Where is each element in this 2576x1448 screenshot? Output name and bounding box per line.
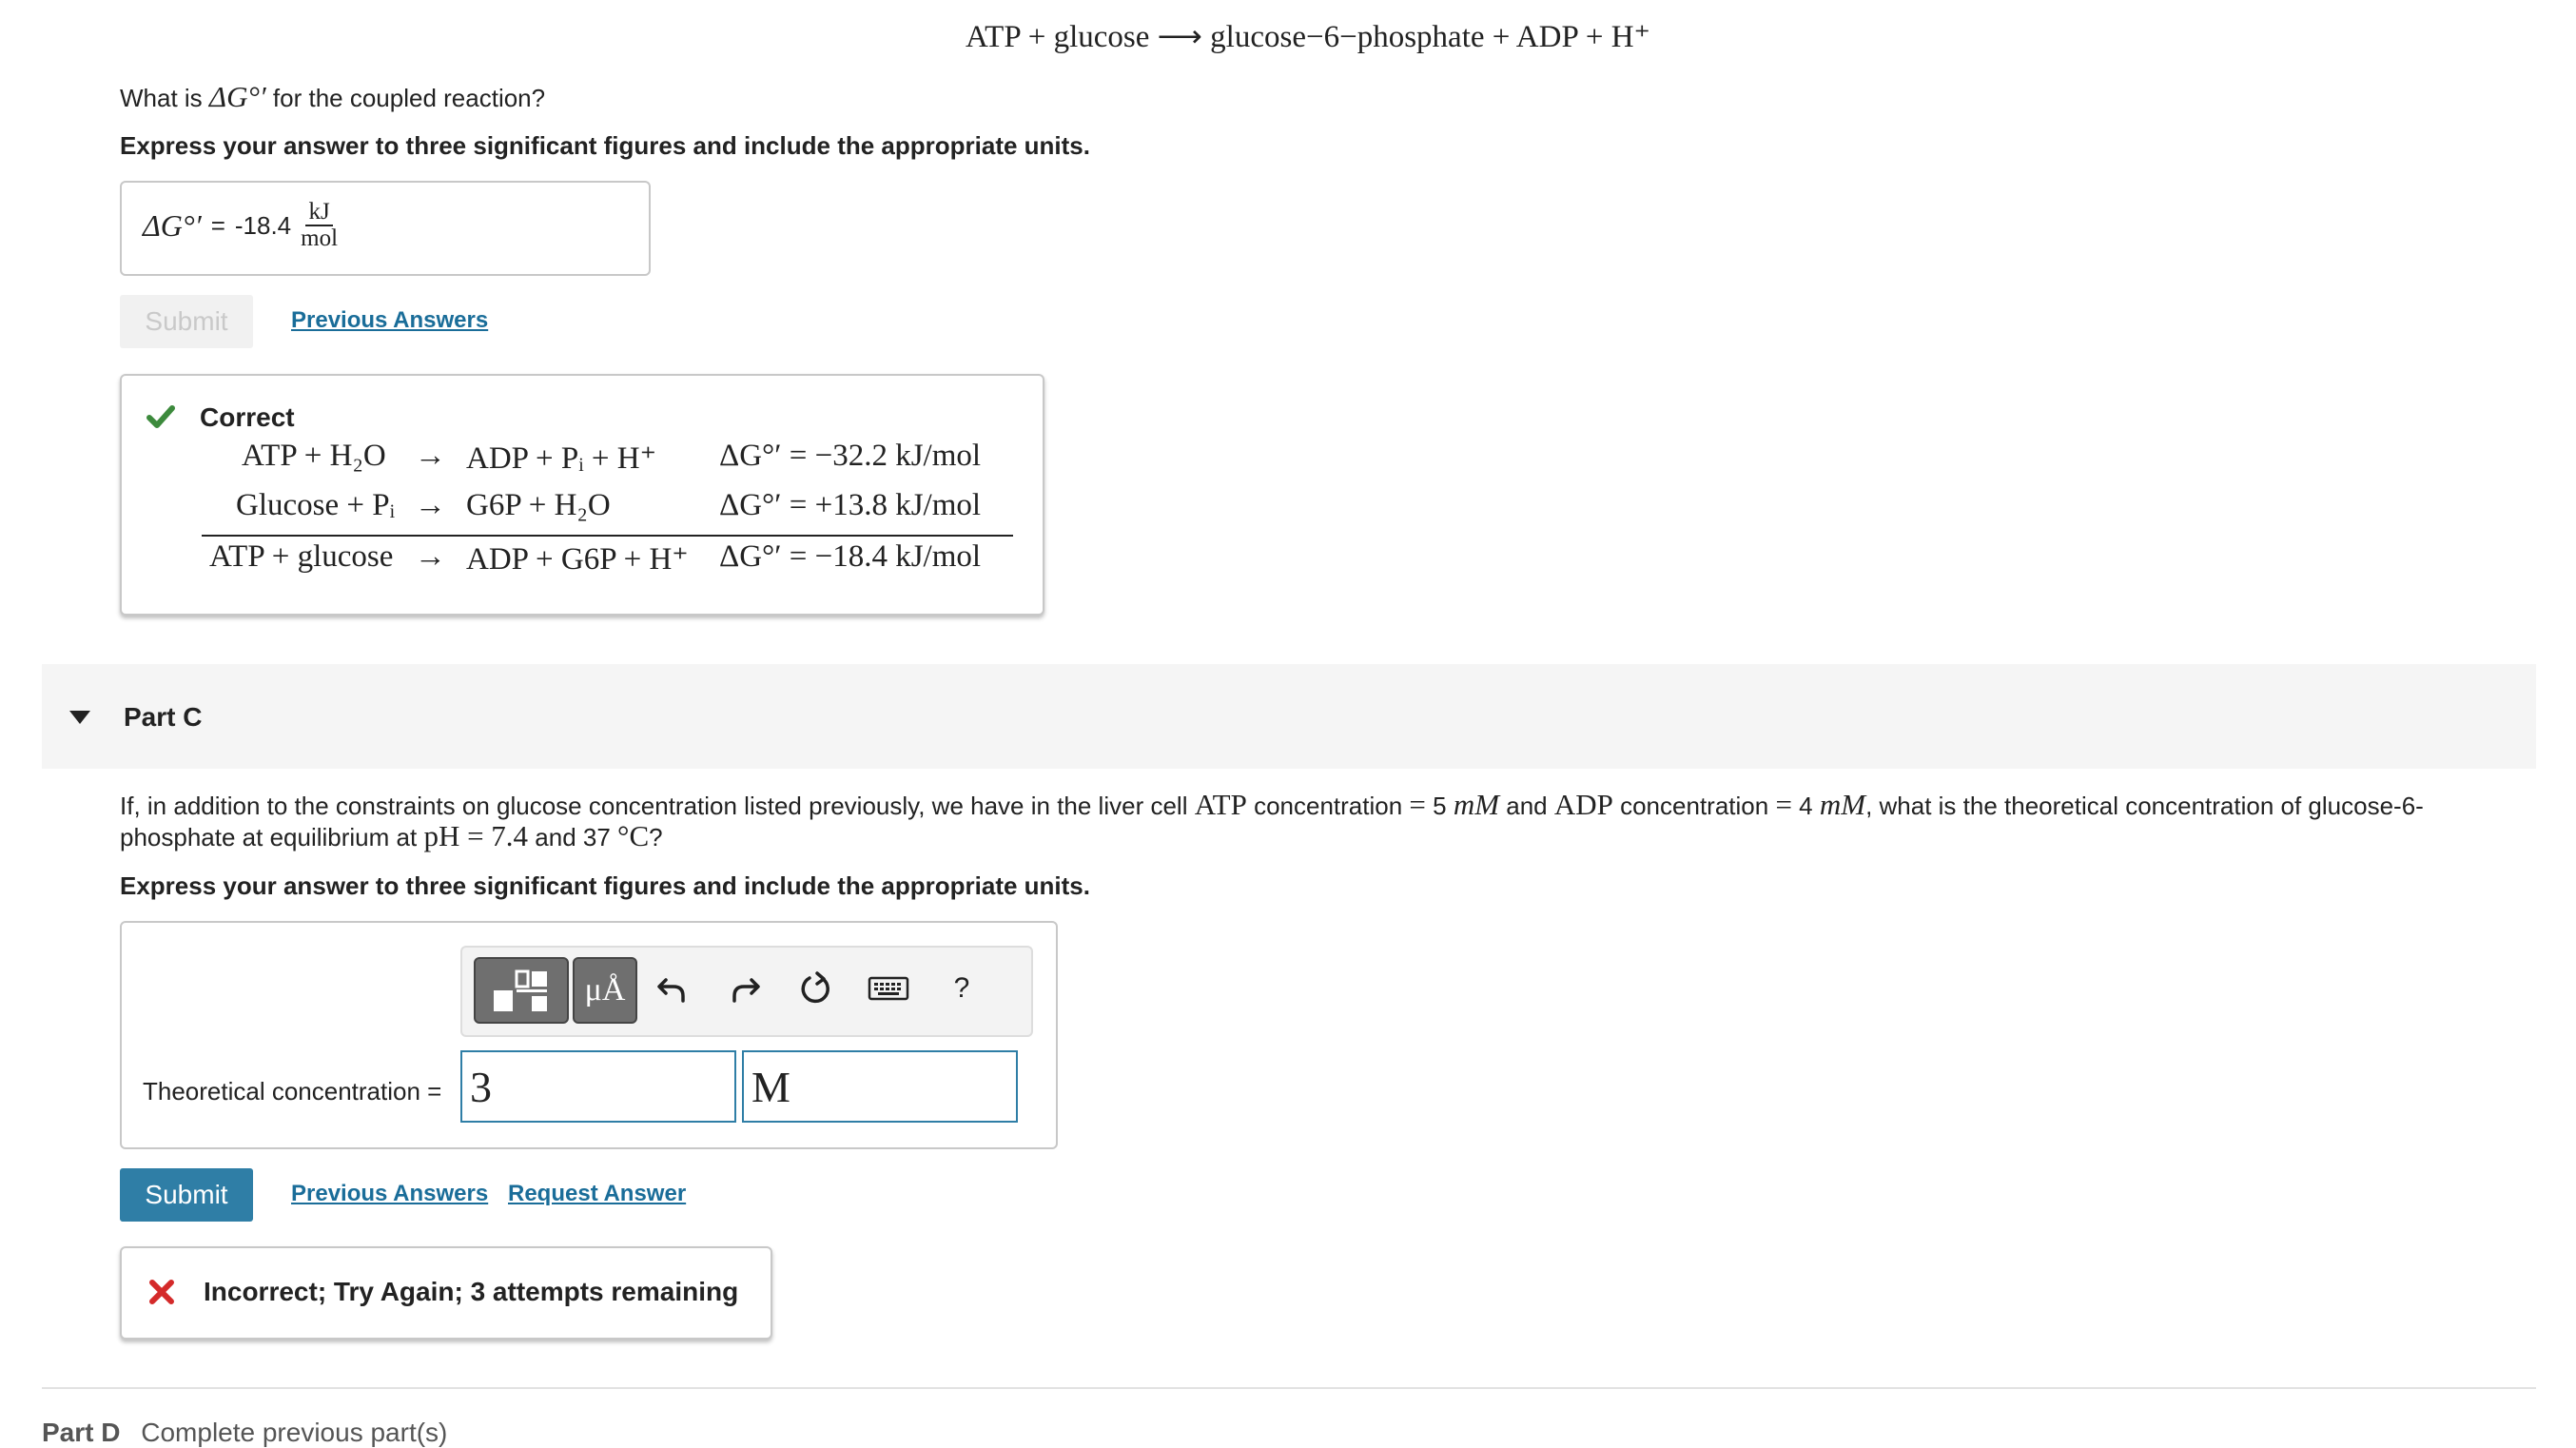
partc-unit1: mM bbox=[1453, 788, 1500, 821]
partc-instruction: Express your answer to three significant figures and include the appropriate units. bbox=[120, 871, 1090, 900]
partc-header-bar[interactable] bbox=[42, 664, 2536, 769]
partc-question-text-4: and 37 bbox=[528, 823, 618, 851]
collapse-triangle-icon[interactable] bbox=[68, 710, 91, 725]
partc-ph: pH = 7.4 bbox=[423, 819, 529, 852]
partc-answer-label: Theoretical concentration = bbox=[143, 1077, 442, 1106]
reset-icon bbox=[798, 971, 832, 1006]
partb-answer-row bbox=[143, 200, 338, 252]
partc-title: Part C bbox=[124, 702, 203, 732]
partc-atp: ATP bbox=[1194, 788, 1247, 821]
keyboard-icon bbox=[868, 974, 909, 1003]
feedback-row-1-left: ATP + H₂O bbox=[242, 439, 386, 473]
request-answer-link[interactable]: Request Answer bbox=[508, 1181, 687, 1206]
feedback-row-3-left: ATP + glucose bbox=[209, 539, 394, 574]
partc-question bbox=[120, 790, 2517, 852]
section-divider bbox=[42, 1387, 2536, 1389]
incorrect-x-icon bbox=[148, 1279, 175, 1305]
feedback-row-2-left: Glucose + Pᵢ bbox=[236, 488, 395, 522]
keyboard-button[interactable] bbox=[862, 965, 915, 1012]
feedback-row-1-arrow: → bbox=[415, 439, 446, 473]
partc-deg: °C bbox=[617, 819, 650, 852]
partb-answer-value: -18.4 bbox=[234, 210, 292, 240]
partd-status: Complete previous part(s) bbox=[141, 1418, 448, 1447]
partc-question-text-1: If, in addition to the constraints on glucose concentration listed previously, we have in the liver cell bbox=[120, 792, 1195, 820]
math-toolbar bbox=[460, 946, 1033, 1037]
undo-button[interactable] bbox=[649, 965, 696, 1012]
partc-feedback-box bbox=[120, 1246, 772, 1340]
partc-question-text-3: phosphate at equilibrium at bbox=[120, 823, 424, 851]
feedback-sum-divider bbox=[202, 535, 1013, 537]
partc-conc2: concentration bbox=[1612, 792, 1776, 820]
feedback-row-2-right: G6P + H₂O bbox=[466, 488, 611, 522]
partc-adp: ADP bbox=[1553, 788, 1613, 821]
partc-eq2: = bbox=[1775, 788, 1792, 821]
undo-icon bbox=[656, 972, 689, 1005]
feedback-row-2-arrow: → bbox=[415, 488, 446, 522]
partc-submit-button[interactable]: Submit bbox=[120, 1168, 253, 1222]
partd-row[interactable] bbox=[42, 1418, 447, 1448]
value-input[interactable]: 3 bbox=[460, 1050, 736, 1123]
feedback-row-1-right: ADP + Pᵢ + H⁺ bbox=[466, 441, 657, 476]
feedback-row-3-dg: ΔG°′ = −18.4 kJ/mol bbox=[719, 539, 982, 574]
partb-previous-answers-link[interactable]: Previous Answers bbox=[291, 307, 489, 333]
partc-question-text-2: , what is the theoretical concentration of glucose-6- bbox=[1865, 792, 2424, 820]
partc-and: and bbox=[1499, 792, 1554, 820]
top-reaction-equation: ATP + glucose ⟶ glucose−6−phosphate + ADP + H⁺ bbox=[966, 20, 1650, 54]
redo-button[interactable] bbox=[721, 965, 769, 1012]
partb-answer-symbol: ΔG°′ bbox=[143, 207, 202, 243]
partc-conc1: concentration bbox=[1246, 792, 1410, 820]
partb-answer-eq: = bbox=[210, 210, 225, 240]
partb-question-symbol: ΔG°′ bbox=[208, 80, 266, 113]
partb-answer-box bbox=[120, 181, 651, 276]
partb-submit-button[interactable]: Submit bbox=[120, 295, 253, 348]
partb-question-post: for the coupled reaction? bbox=[265, 84, 546, 112]
partc-eq1: = bbox=[1409, 788, 1426, 821]
partb-question bbox=[120, 80, 545, 114]
feedback-row-3-arrow: → bbox=[415, 539, 446, 574]
partb-question-pre: What is bbox=[120, 84, 209, 112]
check-icon bbox=[146, 404, 175, 429]
reset-button[interactable] bbox=[791, 965, 839, 1012]
partc-val1: 5 bbox=[1425, 792, 1454, 820]
help-button[interactable]: ? bbox=[953, 972, 970, 1004]
unit-numerator: kJ bbox=[305, 200, 332, 226]
units-button[interactable]: μÅ bbox=[573, 957, 637, 1024]
partc-answer-box bbox=[120, 921, 1058, 1149]
partb-answer-unit bbox=[301, 200, 338, 252]
templates-button[interactable] bbox=[474, 957, 569, 1024]
redo-icon bbox=[729, 972, 761, 1005]
templates-icon bbox=[492, 968, 551, 1013]
feedback-row-3-right: ADP + G6P + H⁺ bbox=[466, 542, 689, 577]
partc-question-text-5: ? bbox=[649, 823, 663, 851]
partb-feedback-box bbox=[120, 374, 1044, 616]
feedback-row-2-dg: ΔG°′ = +13.8 kJ/mol bbox=[719, 488, 982, 522]
feedback-row-1-dg: ΔG°′ = −32.2 kJ/mol bbox=[719, 439, 982, 473]
partb-instruction: Express your answer to three significant figures and include the appropriate units. bbox=[120, 131, 1090, 160]
partb-feedback-label: Correct bbox=[200, 402, 295, 432]
unit-input[interactable]: M bbox=[742, 1050, 1018, 1123]
unit-denominator: mol bbox=[301, 225, 339, 252]
partc-val2: 4 bbox=[1791, 792, 1820, 820]
partc-previous-answers-link[interactable]: Previous Answers bbox=[291, 1181, 489, 1206]
partd-title: Part D bbox=[42, 1418, 121, 1447]
partc-unit2: mM bbox=[1819, 788, 1866, 821]
partc-feedback-label: Incorrect; Try Again; 3 attempts remaining bbox=[204, 1277, 739, 1306]
